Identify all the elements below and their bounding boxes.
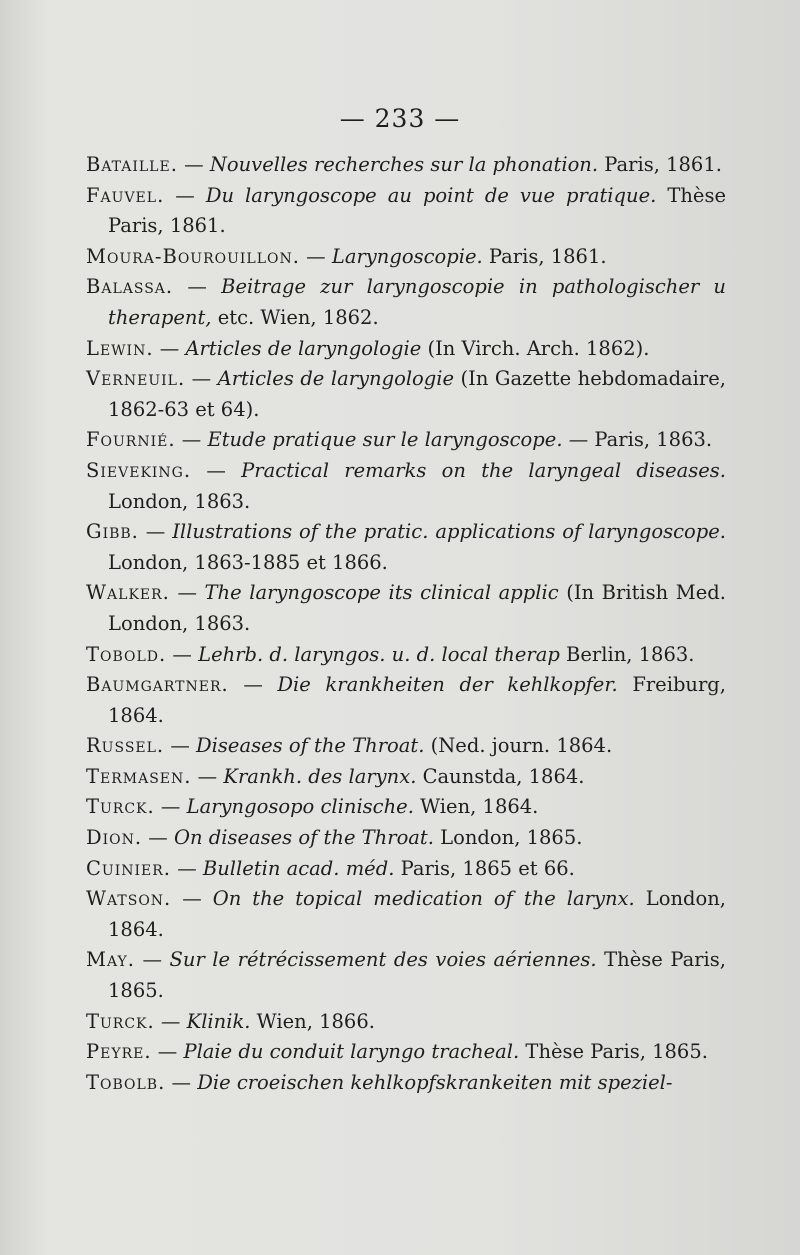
entry-publication: (Ned. journ. 1864. bbox=[424, 734, 613, 758]
bibliography-entry bbox=[86, 1037, 726, 1068]
entry-author: Verneuil. bbox=[86, 367, 186, 391]
entry-author: Lewin. bbox=[86, 336, 154, 360]
bibliography-entry bbox=[86, 334, 726, 365]
bibliography-entry bbox=[86, 945, 726, 1006]
bibliography-entry bbox=[86, 670, 726, 731]
bibliography-entry bbox=[86, 364, 726, 425]
entry-publication: Thèse Paris, 1865. bbox=[519, 1040, 708, 1064]
entry-publication: (In Gazette hebdomadaire, 1862-63 et 64). bbox=[108, 367, 726, 421]
entry-title: Practical remarks on the laryngeal diseases. bbox=[241, 458, 726, 482]
entry-author: Balassa. bbox=[86, 275, 174, 299]
entry-separator: — bbox=[154, 1009, 187, 1033]
entry-author: Dion. bbox=[86, 826, 143, 850]
bibliography-entry bbox=[86, 150, 726, 181]
bibliography-entry bbox=[86, 242, 726, 273]
entry-title: The laryngoscope its clinical applic bbox=[204, 581, 559, 605]
entry-separator: — bbox=[228, 673, 278, 697]
entry-author: Termasen. bbox=[86, 764, 192, 788]
entry-author: Tobold. bbox=[86, 642, 167, 666]
bibliography-entry bbox=[86, 762, 726, 793]
entry-author: Turck. bbox=[86, 1009, 155, 1033]
entry-publication: Paris, 1865 et 66. bbox=[394, 856, 575, 880]
entry-publication: Freiburg, 1864. bbox=[108, 673, 726, 727]
entry-title: Die krankheiten der kehlkopfer. bbox=[277, 673, 618, 697]
entry-publication: Wien, 1864. bbox=[413, 795, 539, 819]
entry-separator: — bbox=[191, 764, 224, 788]
bibliography-entry bbox=[86, 1007, 726, 1038]
entry-separator: — bbox=[171, 856, 203, 880]
entry-title: Laryngoscopie. bbox=[331, 244, 483, 268]
entry-title: Nouvelles recherches sur la phonation. bbox=[209, 153, 599, 176]
entry-publication: London, 1864. bbox=[108, 887, 726, 941]
entry-publication: London, 1865. bbox=[433, 826, 583, 850]
entry-publication: (In British Med. London, 1863. bbox=[108, 581, 726, 635]
entry-author: Peyre. bbox=[86, 1040, 152, 1064]
entry-separator: — bbox=[153, 336, 186, 360]
entry-separator: — bbox=[151, 1040, 184, 1064]
bibliography-entry bbox=[86, 517, 726, 578]
entry-title: Bulletin acad. méd. bbox=[202, 856, 395, 880]
entry-author: Turck. bbox=[86, 795, 155, 819]
entry-author: Moura-Bourouillon. bbox=[86, 244, 300, 268]
bibliography-list bbox=[86, 150, 726, 1098]
entry-author: Cuinier. bbox=[86, 856, 171, 880]
entry-separator: — bbox=[164, 734, 197, 758]
entry-publication: Wien, 1866. bbox=[250, 1009, 375, 1033]
bibliography-entry bbox=[86, 640, 726, 671]
entry-separator: — bbox=[177, 153, 210, 176]
entry-author: Fauvel. bbox=[86, 183, 165, 207]
entry-author: Walker. bbox=[86, 581, 170, 605]
bibliography-entry bbox=[86, 578, 726, 639]
entry-author: Sieveking. bbox=[86, 458, 192, 482]
entry-separator: — bbox=[138, 520, 173, 544]
entry-separator: — bbox=[165, 1070, 198, 1094]
bibliography-entry bbox=[86, 884, 726, 945]
entry-author: Tobolb. bbox=[86, 1070, 166, 1094]
entry-separator: — bbox=[142, 826, 174, 850]
entry-publication: — Paris, 1863. bbox=[562, 428, 713, 452]
entry-separator: — bbox=[134, 948, 170, 972]
entry-title: On diseases of the Throat. bbox=[174, 826, 434, 850]
entry-title: Krankh. des larynx. bbox=[223, 764, 417, 788]
entry-separator: — bbox=[191, 458, 242, 482]
entry-title: Articles de laryngologie bbox=[185, 336, 422, 360]
entry-separator: — bbox=[299, 244, 332, 268]
entry-title: Sur le rétrécissement des voies aériennes. bbox=[169, 948, 597, 972]
entry-publication: Thèse Paris, 1861. bbox=[108, 183, 726, 238]
entry-publication: London, 1863. bbox=[108, 489, 251, 513]
entry-separator: — bbox=[164, 183, 206, 207]
entry-author: Fournié. bbox=[86, 428, 176, 452]
entry-title: Du laryngoscope au point de vue pratique. bbox=[205, 183, 657, 207]
bibliography-entry bbox=[86, 272, 726, 333]
entry-publication: Paris, 1861. bbox=[482, 244, 607, 268]
entry-title: Diseases of the Throat. bbox=[196, 734, 425, 758]
entry-title: Plaie du conduit laryngo tracheal. bbox=[183, 1040, 520, 1064]
entry-separator: — bbox=[169, 581, 205, 605]
entry-title: Articles de laryngologie bbox=[217, 367, 455, 391]
entry-separator: — bbox=[185, 367, 218, 391]
entry-publication: Berlin, 1863. bbox=[559, 642, 695, 666]
entry-publication: etc. Wien, 1862. bbox=[211, 305, 379, 329]
entry-title: Lehrb. d. laryngos. u. d. local therap bbox=[198, 642, 560, 666]
bibliography-entry bbox=[86, 425, 726, 456]
entry-separator: — bbox=[171, 887, 213, 911]
entry-title: Klinik. bbox=[186, 1009, 251, 1033]
entry-author: Baumgartner. bbox=[86, 673, 229, 697]
entry-publication: (In Virch. Arch. 1862). bbox=[421, 336, 650, 360]
bibliography-entry bbox=[86, 181, 726, 242]
entry-title: Die croeischen kehlkopfskrankeiten mit speziel- bbox=[197, 1070, 673, 1094]
bibliography-entry bbox=[86, 792, 726, 823]
entry-separator: — bbox=[166, 642, 199, 666]
entry-separator: — bbox=[175, 428, 208, 452]
bibliography-entry bbox=[86, 1068, 726, 1099]
entry-publication: London, 1863-1885 et 1866. bbox=[108, 550, 388, 574]
entry-author: Watson. bbox=[86, 887, 172, 911]
entry-title: Beitrage zur laryngoscopie in pathologischer u therapent, bbox=[108, 275, 726, 329]
entry-separator: — bbox=[154, 795, 187, 819]
bibliography-entry bbox=[86, 823, 726, 854]
entry-author: Gibb. bbox=[86, 520, 139, 544]
entry-title: Laryngosopo clinische. bbox=[186, 795, 414, 819]
entry-author: Bataille. bbox=[86, 153, 178, 176]
entry-publication: Paris, 1861. bbox=[598, 153, 722, 176]
entry-separator: — bbox=[173, 275, 222, 299]
entry-publication: Thèse Paris, 1865. bbox=[108, 948, 727, 1003]
entry-title: Illustrations of the pratic. applications of laryngoscope. bbox=[172, 520, 726, 544]
entry-author: May. bbox=[86, 948, 135, 972]
entry-publication: Caunstda, 1864. bbox=[416, 764, 585, 788]
bibliography-entry bbox=[86, 731, 726, 762]
entry-title: On the topical medication of the larynx. bbox=[212, 887, 635, 911]
bibliography-entry bbox=[86, 854, 726, 885]
page-number: — 233 — bbox=[339, 104, 461, 133]
bibliography-entry bbox=[86, 456, 726, 517]
entry-author: Russel. bbox=[86, 734, 165, 758]
entry-title: Etude pratique sur le laryngoscope. bbox=[207, 428, 563, 452]
